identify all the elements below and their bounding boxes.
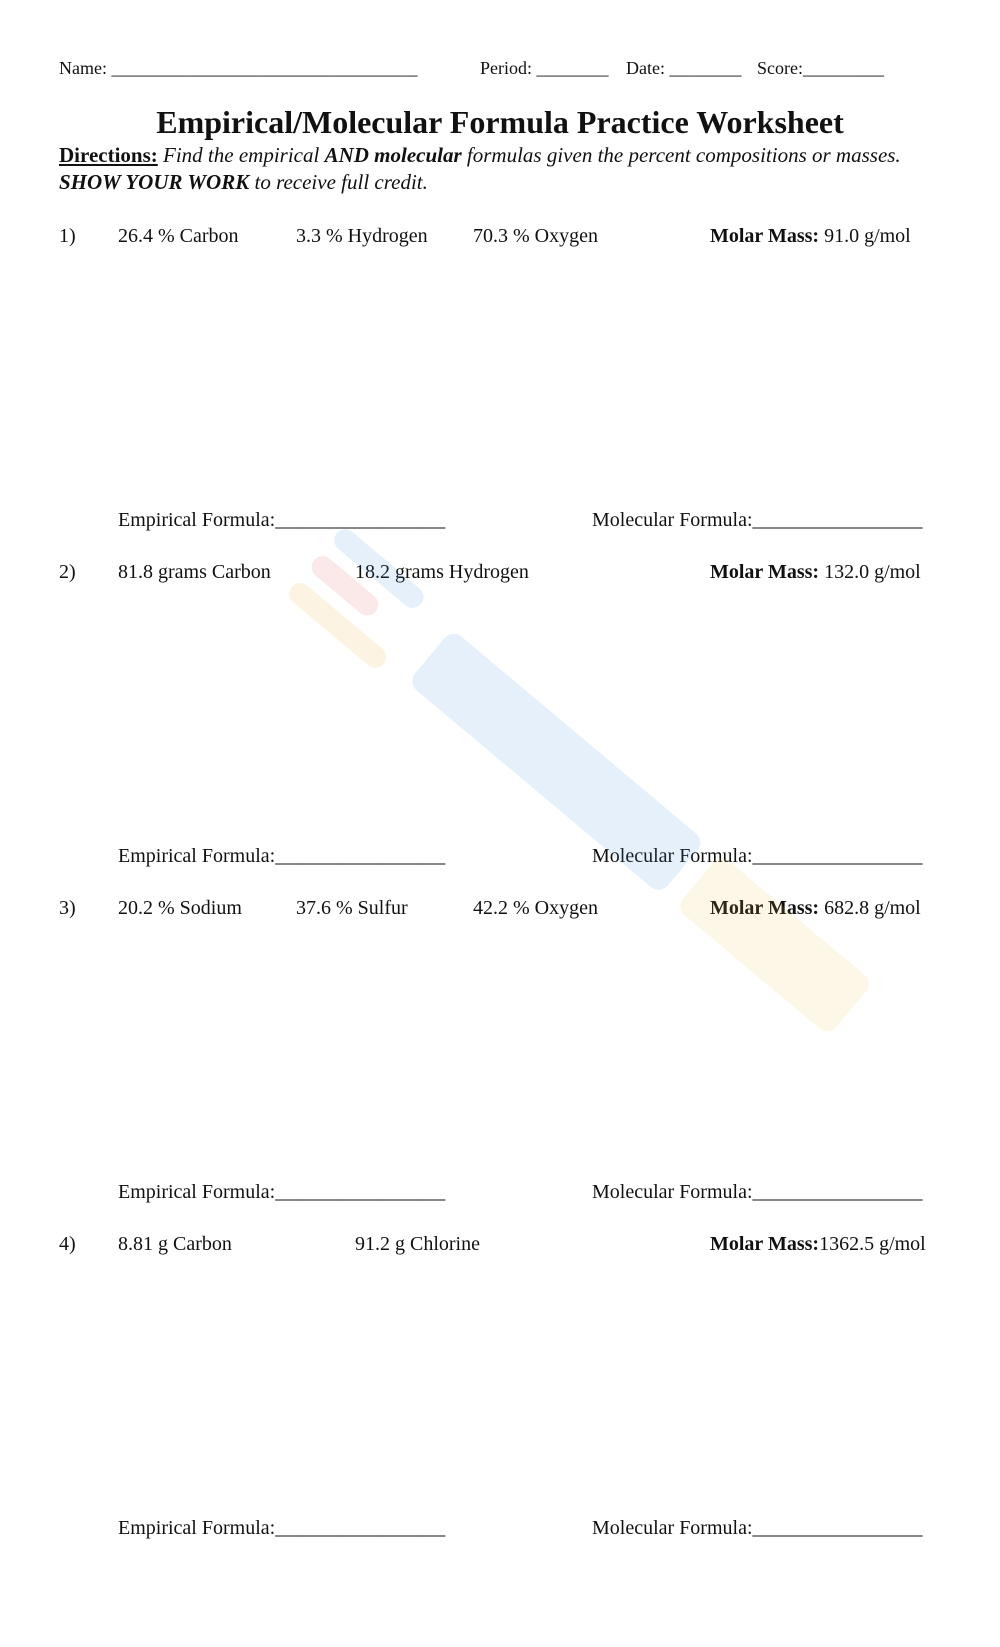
directions-text-2: formulas given the percent compositions or masses. [461, 143, 901, 167]
problem-2-empirical-answer[interactable]: Empirical Formula:_________________ [118, 845, 446, 867]
directions-emphasis-2: SHOW YOUR WORK [59, 170, 250, 194]
directions-label: Directions: [59, 143, 158, 167]
problem-2-carbon: 81.8 grams Carbon [118, 561, 271, 583]
problem-3-sodium: 20.2 % Sodium [118, 897, 242, 919]
directions-text-1: Find the empirical [157, 143, 325, 167]
problem-4-molar-mass: Molar Mass:1362.5 g/mol [710, 1233, 926, 1255]
problem-2-molar-mass: Molar Mass: 132.0 g/mol [710, 561, 921, 583]
problem-1-oxygen: 70.3 % Oxygen [473, 225, 598, 247]
problem-4-number: 4) [59, 1233, 76, 1255]
problem-2-molecular-answer[interactable]: Molecular Formula:_________________ [592, 845, 923, 867]
problem-4-carbon: 8.81 g Carbon [118, 1233, 232, 1255]
date-field[interactable]: Date: ________ [626, 58, 742, 78]
problem-1-number: 1) [59, 225, 76, 247]
problem-2-number: 2) [59, 561, 76, 583]
problem-3-oxygen: 42.2 % Oxygen [473, 897, 598, 919]
problem-3-molar-mass: Molar Mass: 682.8 g/mol [710, 897, 921, 919]
problem-1-molecular-answer[interactable]: Molecular Formula:_________________ [592, 509, 923, 531]
problem-4-chlorine: 91.2 g Chlorine [355, 1233, 480, 1255]
problem-1-empirical-answer[interactable]: Empirical Formula:_________________ [118, 509, 446, 531]
problem-4-empirical-answer[interactable]: Empirical Formula:_________________ [118, 1517, 446, 1539]
problem-1-carbon: 26.4 % Carbon [118, 225, 239, 247]
period-field[interactable]: Period: ________ [480, 58, 609, 78]
name-field[interactable]: Name: __________________________________ [59, 58, 418, 78]
problem-3-empirical-answer[interactable]: Empirical Formula:_________________ [118, 1181, 446, 1203]
problem-4-molecular-answer[interactable]: Molecular Formula:_________________ [592, 1517, 923, 1539]
problem-1-molar-mass: Molar Mass: 91.0 g/mol [710, 225, 911, 247]
problem-1-hydrogen: 3.3 % Hydrogen [296, 225, 428, 247]
page-title: Empirical/Molecular Formula Practice Worksheet [156, 104, 844, 140]
problem-3-number: 3) [59, 897, 76, 919]
score-field[interactable]: Score:_________ [757, 58, 884, 78]
problem-2-hydrogen: 18.2 grams Hydrogen [355, 561, 529, 583]
problem-3-molecular-answer[interactable]: Molecular Formula:_________________ [592, 1181, 923, 1203]
directions-text-3: to receive full credit. [249, 170, 428, 194]
directions-emphasis-1: AND molecular [324, 143, 462, 167]
problem-3-sulfur: 37.6 % Sulfur [296, 897, 408, 919]
directions [59, 142, 939, 196]
